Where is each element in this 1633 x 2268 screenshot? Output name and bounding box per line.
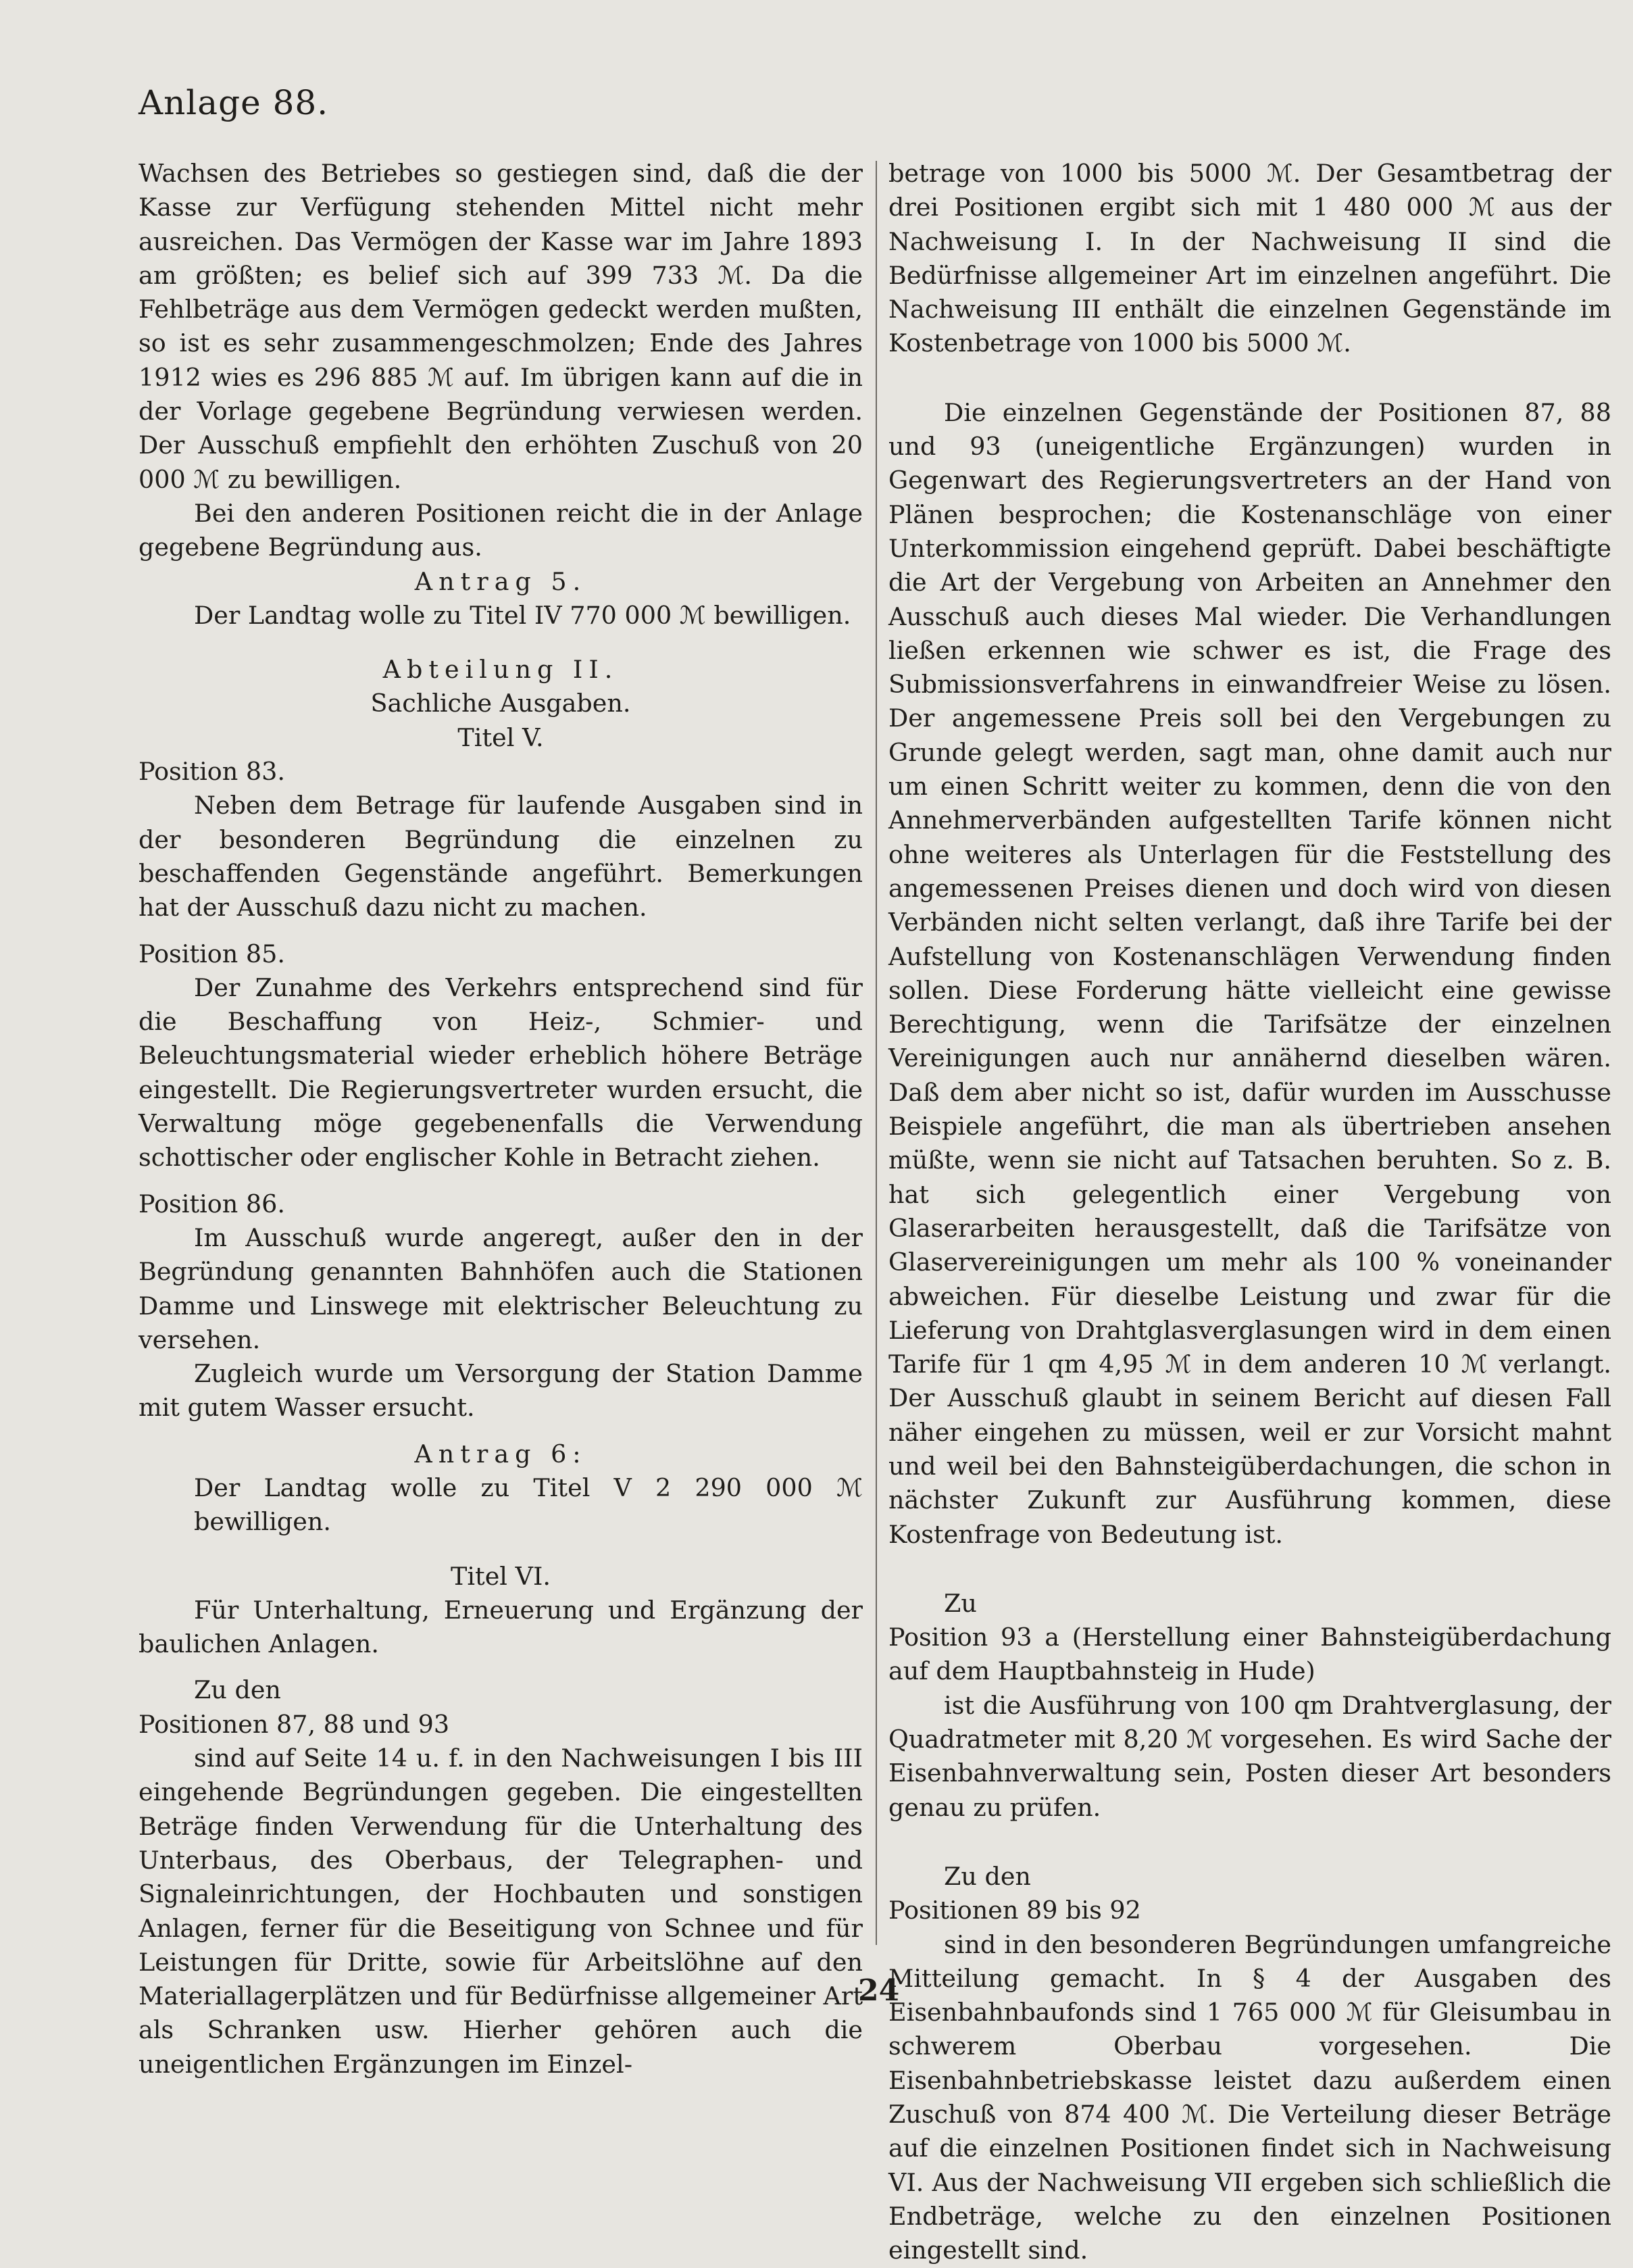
antrag-6-heading: Antrag 6:	[414, 1439, 587, 1469]
paragraph-other-positions: Bei den anderen Positionen reicht die in der Anlage gegebene Begründung aus.	[139, 498, 863, 562]
paragraph-continuation: betrage von 1000 bis 5000 ℳ. Der Gesamtbetrag der drei Positionen ergibt sich mit 1 480 000 ℳ aus der Nachweisung I. In der Nachweisung II sind die Bedürfnisse allgemeiner Art im einzelnen angeführt. Die Nachweisung III enthält die einzelnen Gegenstände im Kostenbetrage von 1000 bis 5000 ℳ.	[888, 159, 1611, 358]
antrag-5-heading: Antrag 5.	[414, 566, 587, 596]
page-number: 24	[858, 1973, 900, 2008]
abteilung-heading: Abteilung II.	[382, 655, 619, 685]
page-header: Anlage 88.	[139, 83, 329, 122]
paragraph-intro: Wachsen des Betriebes so gestiegen sind, daß die der Kasse zur Verfügung stehenden Mittel nicht mehr ausreichen. Das Vermögen der Kasse war im Jahre 1893 am größten; es belief sich auf 399 733 ℳ. Da die Fehlbeträge aus dem Vermögen gedeckt werden mußten, so ist es sehr zusammengeschmolzen; Ende des Jahres 1912 wies es 296 885 ℳ auf. Im übrigen kann auf die in der Vorlage gegebene Begründung verwiesen werden. Der Ausschuß empfiehlt den erhöhten Zuschuß von 20 000 ℳ zu bewilligen.	[139, 159, 863, 494]
zu-heading: Zu	[944, 1588, 977, 1618]
position-85-text: Der Zunahme des Verkehrs entsprechend sind für die Beschaffung von Heiz-, Schmier- und Beleuchtungsmaterial wieder erheblich höhere Beträge eingestellt. Die Regierungsvertreter wurden ersucht, die Verwaltung möge gegebenenfalls die Verwendung schottischer oder englischer Kohle in Betracht ziehen.	[139, 972, 863, 1173]
antrag-5-text: Der Landtag wolle zu Titel IV 770 000 ℳ bewilligen.	[194, 600, 851, 630]
position-86-text-2: Zugleich wurde um Versorgung der Station Damme mit gutem Wasser ersucht.	[139, 1359, 863, 1423]
titel-vi-heading: Titel VI.	[451, 1561, 551, 1591]
abteilung-subheading: Sachliche Ausgaben.	[370, 689, 631, 718]
zu-den-heading-2: Zu den	[944, 1861, 1031, 1891]
paragraph-gegenstaende: Die einzelnen Gegenstände der Positionen 87, 88 und 93 (uneigentliche Ergänzungen) wurden in Gegenwart des Regierungsvertreters an der Hand von Plänen besprochen; die Kostenanschläge von einer Unterkommission eingehend geprüft. Dabei beschäftigte die Art der Vergebung von Arbeiten an Annehmer den Ausschuß auch dieses Mal wieder. Die Verhandlungen ließen erkennen wie schwer es ist, die Frage des Submissionsverfahrens in einwandfreier Weise zu lösen. Der angemessene Preis soll bei den Vergebungen zu Grunde gelegt werden, sagt man, ohne damit auch nur um einen Schritt weiter zu kommen, denn die von den Annehmerverbänden aufgestellten Tarife können nicht ohne weiteres als Unterlagen für die Feststellung des angemessenen Preises dienen und doch wird von diesen Verbänden nicht selten verlangt, daß ihre Tarife bei der Aufstellung von Kostenanschlägen Verwendung finden sollen. Diese Forderung hätte vielleicht eine gewisse Berechtigung, wenn die Tarifsätze der einzelnen Vereinigungen auch nur annähernd dieselben wären. Daß dem aber nicht so ist, dafür wurden im Ausschusse Beispiele angeführt, die man als übertrieben ansehen müßte, wenn sie nicht auf Tatsachen beruhten. So z. B. hat sich gelegentlich einer Vergebung von Glaserarbeiten herausgestellt, daß die Tarifsätze von Glaservereinigungen um mehr als 100 % voneinander abweichen. Für dieselbe Leistung und zwar für die Lieferung von Drahtglasverglasungen wird in dem einen Tarife für 1 qm 4,95 ℳ in dem anderen 10 ℳ verlangt. Der Ausschuß glaubt in seinem Bericht auf diesen Fall näher eingehen zu müssen, weil er zur Vorsicht mahnt und weil bei den Bahnsteigüberdachungen, die schon in nächster Zukunft zur Ausführung kommen, diese Kostenfrage von Bedeutung ist.	[888, 397, 1611, 1549]
column-divider	[876, 161, 877, 1945]
positionen-87-text: sind auf Seite 14 u. f. in den Nachweisungen I bis III eingehende Begründungen gegeben. Die eingestellten Beträge finden Verwendung für die Unterhaltung des Unterbaus, des Oberbaus, der Telegraphen- und Signaleinrichtungen, der Hochbauten und sonstigen Anlagen, ferner für die Beseitigung von Schnee und für Leistungen für Dritte, sowie für Arbeitslöhne auf den Materiallagerplätzen und für Bedürfnisse allgemeiner Art als Schranken usw. Hierher gehören auch die uneigentlichen Ergänzungen im Einzel-	[139, 1744, 863, 2079]
right-column	[888, 157, 1611, 2268]
left-column	[139, 157, 863, 2081]
positionen-89-label: Positionen 89 bis 92	[888, 1896, 1141, 1925]
zu-den-heading-1: Zu den	[194, 1675, 281, 1705]
position-83-text: Neben dem Betrage für laufende Ausgaben sind in der besonderen Begründung die einzelnen zu beschaffenden Gegenstände angeführt. Bemerkungen hat der Ausschuß dazu nicht zu machen.	[139, 791, 863, 922]
position-93a-text: ist die Ausführung von 100 qm Drahtverglasung, der Quadratmeter mit 8,20 ℳ vorgesehen. Es wird Sache der Eisenbahnverwaltung sein, Posten dieser Art besonders genau zu prüfen.	[888, 1690, 1611, 1822]
position-85-label: Position 85.	[139, 939, 285, 968]
position-86-label: Position 86.	[139, 1189, 285, 1218]
positionen-87-label: Positionen 87, 88 und 93	[139, 1709, 450, 1739]
titel-v-heading: Titel V.	[457, 722, 544, 752]
antrag-6-text: Der Landtag wolle zu Titel V 2 290 000 ℳ bewilligen.	[194, 1473, 863, 1537]
titel-vi-text: Für Unterhaltung, Erneuerung und Ergänzung der baulichen Anlagen.	[139, 1595, 863, 1659]
position-83-label: Position 83.	[139, 757, 285, 787]
positionen-89-text: sind in den besonderen Begründungen umfangreiche Mitteilung gemacht. In § 4 der Ausgaben des Eisenbahnbaufonds sind 1 765 000 ℳ für Gleisumbau in schwerem Oberbau vorgesehen. Die Eisenbahnbetriebskasse leistet dazu außerdem einen Zuschuß von 874 400 ℳ. Die Verteilung dieser Beträge auf die einzelnen Positionen findet sich in Nachweisung VI. Aus der Nachweisung VII ergeben sich schließlich die Endbeträge, welche zu den einzelnen Positionen eingestellt sind.	[888, 1929, 1611, 2265]
position-86-text: Im Ausschuß wurde angeregt, außer den in der Begründung genannten Bahnhöfen auch die Stationen Damme und Linswege mit elektrischer Beleuchtung zu versehen.	[139, 1223, 863, 1354]
position-93a-label: Position 93 a (Herstellung einer Bahnsteigüberdachung auf dem Hauptbahnsteig in Hude)	[888, 1623, 1611, 1686]
